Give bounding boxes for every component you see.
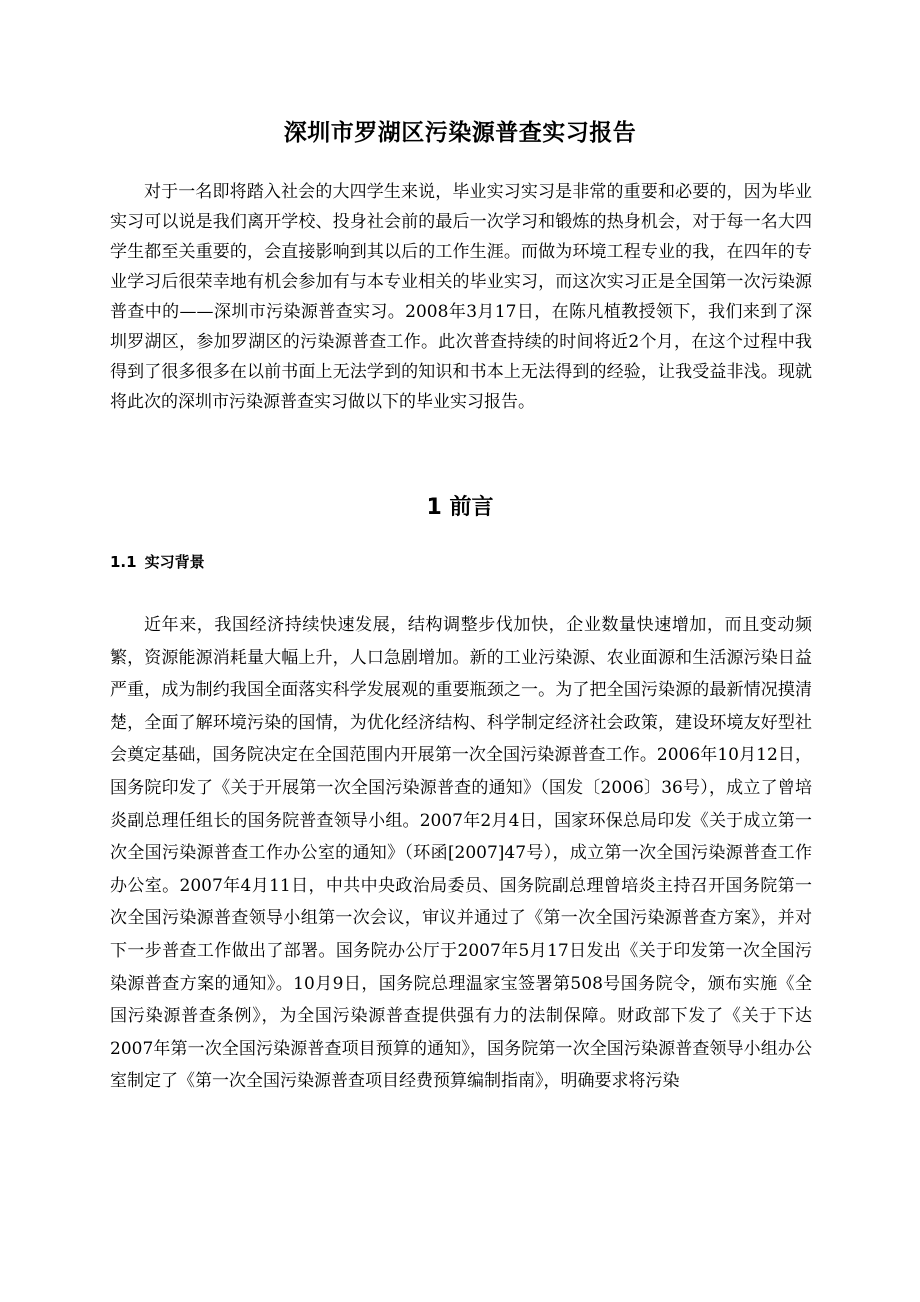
- subsection-heading: [110, 550, 205, 574]
- intro-paragraph: 对于一名即将踏入社会的大四学生来说，毕业实习实习是非常的重要和必要的，因为毕业实习可以说是我们离开学校、投身社会前的最后一次学习和锻炼的热身机会，对于每一名大四学生都至关重要的，会直接影响到其以后的工作生涯。而做为环境工程专业的我，在四年的专业学习后很荣幸地有机会参加有与本专业相关的毕业实习，而这次实习正是全国第一次污染源普查中的——深圳市污染源普查实习。2008年3月17日，在陈凡植教授领下，我们来到了深圳罗湖区，参加罗湖区的污染源普查工作。此次普查持续的时间将近2个月，在这个过程中我得到了很多很多在以前书面上无法学到的知识和书本上无法得到的经验，让我受益非浅。现就将此次的深圳市污染源普查实习做以下的毕业实习报告。: [110, 182, 812, 412]
- subsection-title: 实习背景: [144, 553, 205, 571]
- body-paragraph: 近年来，我国经济持续快速发展，结构调整步伐加快，企业数量快速增加，而且变动频繁，资源能源消耗量大幅上升，人口急剧增加。新的工业污染源、农业面源和生活源污染日益严重，成为制约我国全面落实科学发展观的重要瓶颈之一。为了把全国污染源的最新情况摸清楚，全面了解环境污染的国情，为优化经济结构、科学制定经济社会政策，建设环境友好型社会奠定基础，国务院决定在全国范围内开展第一次全国污染源普查工作。2006年10月12日，国务院印发了《关于开展第一次全国污染源普查的通知》（国发〔2006〕36号），成立了曾培炎副总理任组长的国务院普查领导小组。2007年2月4日，国家环保总局印发《关于成立第一次全国污染源普查工作办公室的通知》（环函[2007]47号），成立第一次全国污染源普查工作办公室。2007年4月11日，中共中央政治局委员、国务院副总理曾培炎主持召开国务院第一次全国污染源普查领导小组第一次会议，审议并通过了《第一次全国污染源普查方案》，并对下一步普查工作做出了部署。国务院办公厅于2007年5月17日发出《关于印发第一次全国污染源普查方案的通知》。10月9日，国务院总理温家宝签署第508号国务院令，颁布实施《全国污染源普查条例》，为全国污染源普查提供强有力的法制保障。财政部下发了《关于下达2007年第一次全国污染源普查项目预算的通知》，国务院第一次全国污染源普查领导小组办公室制定了《第一次全国污染源普查项目经费预算编制指南》，明确要求将污染: [110, 615, 812, 1092]
- document-title: 深圳市罗湖区污染源普查实习报告: [283, 120, 637, 146]
- section-heading: 1 前言: [426, 495, 494, 520]
- subsection-number: 1.1: [110, 553, 137, 571]
